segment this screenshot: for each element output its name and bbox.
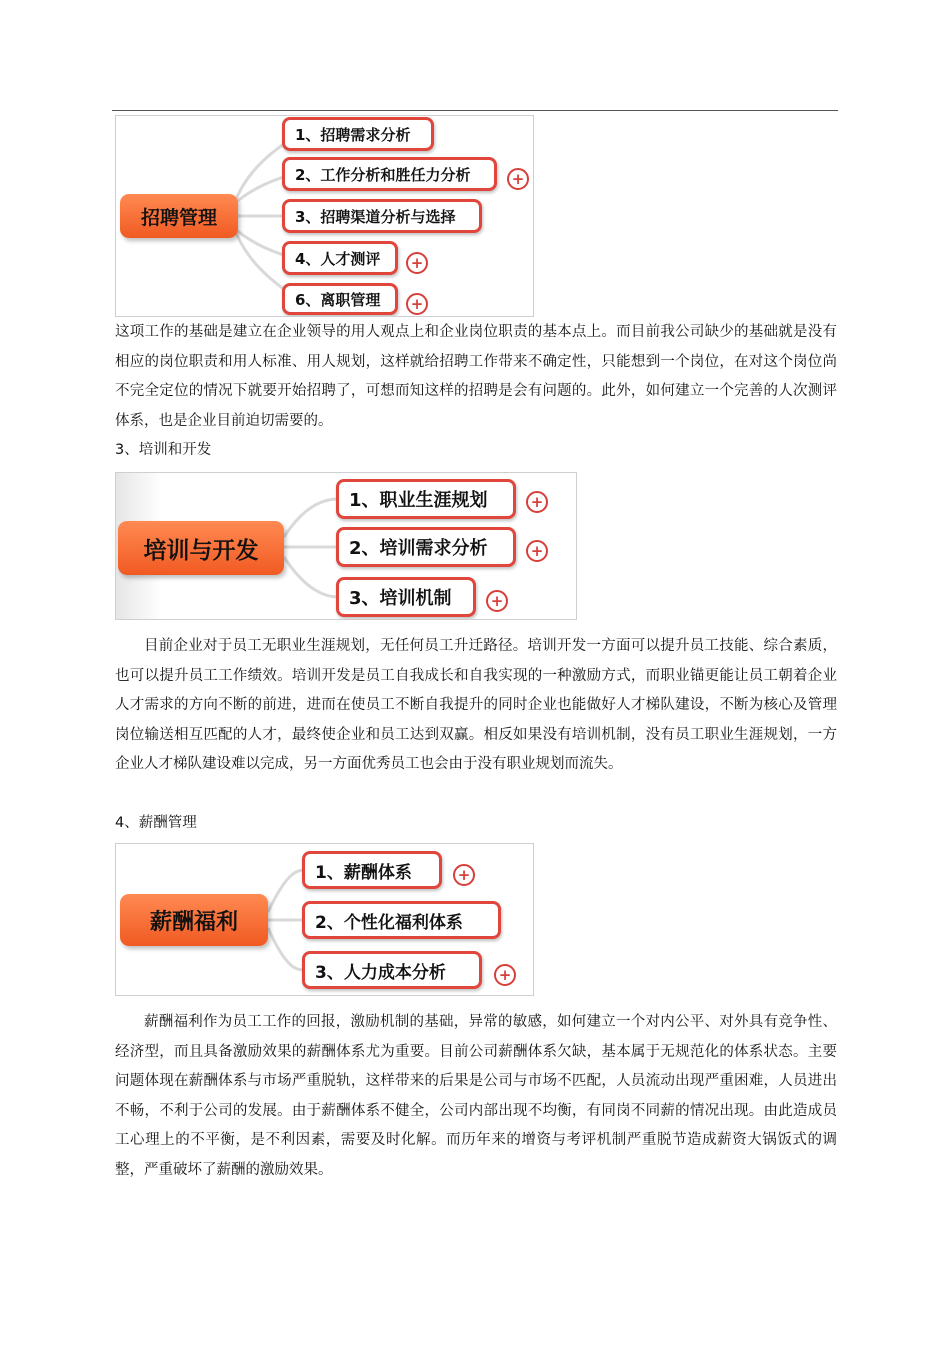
mindmap-root: 薪酬福利	[120, 894, 268, 946]
mindmap-node: 2、培训需求分析	[336, 527, 516, 567]
header-rule	[112, 110, 838, 111]
mindmap-node: 2、工作分析和胜任力分析	[282, 157, 497, 191]
expand-plus-icon[interactable]: +	[453, 864, 475, 886]
paragraph-recruitment: 这项工作的基础是建立在企业领导的用人观点上和企业岗位职责的基本点上。而目前我公司缺少的基础就是没有相应的岗位职责和用人标准、用人规划，这样就给招聘工作带来不确定性，只能想到一个岗位，在对这个岗位尚不完全定位的情况下就要开始招聘了，可想而知这样的招聘是会有问题的。此外，如何建立一个完善的人次测评体系，也是企业目前迫切需要的。	[115, 324, 837, 429]
mindmap-root: 招聘管理	[120, 194, 238, 238]
expand-plus-icon[interactable]: +	[406, 293, 428, 315]
mindmap-root: 培训与开发	[118, 521, 284, 575]
mindmap-node: 1、薪酬体系	[302, 851, 442, 889]
paragraph-compensation: 薪酬福利作为员工工作的回报，激励机制的基础，异常的敏感，如何建立一个对内公平、对外具有竞争性、经济型，而且具备激励效果的薪酬体系尤为重要。目前公司薪酬体系欠缺，基本属于无规范化的体系状态。主要问题体现在薪酬体系与市场严重脱轨，这样带来的后果是公司与市场不匹配，人员流动出现严重困难，人员进出不畅，不利于公司的发展。由于薪酬体系不健全，公司内部出现不均衡，有同岗不同薪的情况出现。由此造成员工心理上的不平衡，是不利因素，需要及时化解。而历年来的增资与考评机制严重脱节造成薪资大锅饭式的调整，严重破坏了薪酬的激励效果。	[115, 1014, 837, 1178]
mindmap-node: 1、职业生涯规划	[336, 479, 516, 519]
mindmap-node: 3、招聘渠道分析与选择	[282, 199, 482, 233]
mindmap-node: 6、离职管理	[282, 283, 398, 315]
mindmap-node: 2、个性化福利体系	[302, 901, 501, 939]
expand-plus-icon[interactable]: +	[486, 590, 508, 612]
section-heading-compensation: 4、薪酬管理	[115, 815, 197, 831]
expand-plus-icon[interactable]: +	[406, 252, 428, 274]
expand-plus-icon[interactable]: +	[526, 540, 548, 562]
mindmap-node: 4、人才测评	[282, 241, 398, 275]
mindmap-node: 3、人力成本分析	[302, 951, 482, 989]
training-mindmap	[115, 472, 577, 620]
section-heading-training: 3、培训和开发	[115, 442, 212, 458]
paragraph-training: 目前企业对于员工无职业生涯规划，无任何员工升迁路径。培训开发一方面可以提升员工技能、综合素质，也可以提升员工工作绩效。培训开发是员工自我成长和自我实现的一种激励方式，而职业锚更能让员工朝着企业人才需求的方向不断的前进，进而在使员工不断自我提升的同时企业也能做好人才梯队建设，不断为核心及管理岗位输送相互匹配的人才，最终使企业和员工达到双赢。相反如果没有培训机制，没有员工职业生涯规划，一方企业人才梯队建设难以完成，另一方面优秀员工也会由于没有职业规划而流失。	[115, 638, 837, 772]
expand-plus-icon[interactable]: +	[526, 491, 548, 513]
recruitment-mindmap	[115, 115, 534, 317]
expand-plus-icon[interactable]: +	[507, 168, 529, 190]
compensation-mindmap	[115, 843, 534, 996]
mindmap-node: 3、培训机制	[336, 577, 476, 617]
mindmap-node: 1、招聘需求分析	[282, 117, 434, 151]
expand-plus-icon[interactable]: +	[494, 964, 516, 986]
